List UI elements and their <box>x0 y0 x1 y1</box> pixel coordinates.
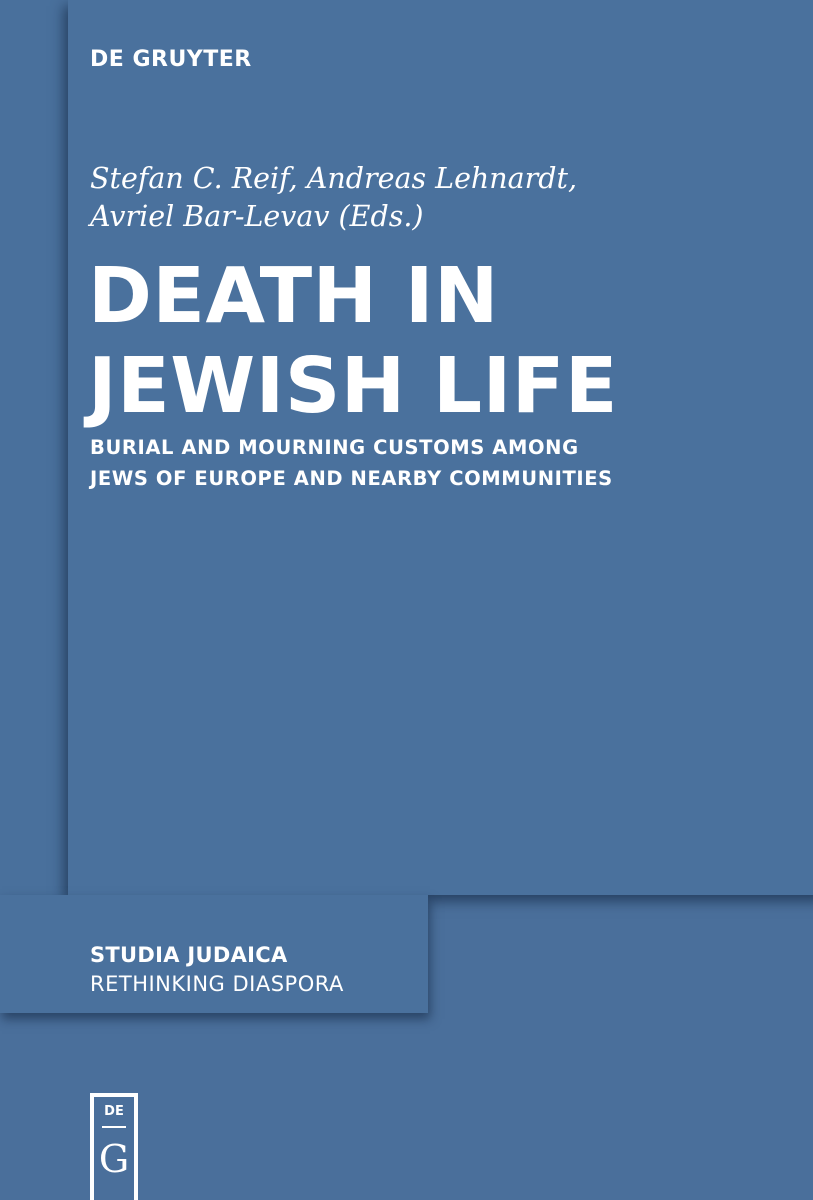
logo-g-letter: G <box>98 1137 130 1181</box>
publisher-name: DE GRUYTER <box>90 47 252 72</box>
book-title-line-1: DEATH IN <box>88 252 499 341</box>
book-title <box>88 252 618 432</box>
editors <box>90 160 577 236</box>
book-subtitle-line-1: BURIAL AND MOURNING CUSTOMS AMONG <box>90 436 579 459</box>
series-subseries: RETHINKING DIASPORA <box>90 972 344 996</box>
series-name: STUDIA JUDAICA <box>90 943 288 967</box>
book-title-line-2: JEWISH LIFE <box>88 342 618 431</box>
logo-divider <box>102 1126 126 1128</box>
book-subtitle-line-2: JEWS OF EUROPE AND NEARBY COMMUNITIES <box>90 467 613 490</box>
logo-inner <box>94 1097 134 1200</box>
editors-line-2: Avriel Bar-Levav (Eds.) <box>90 200 424 233</box>
editors-line-1: Stefan C. Reif, Andreas Lehnardt, <box>90 162 578 195</box>
book-subtitle <box>90 432 613 494</box>
cover-left-strip <box>0 0 68 895</box>
de-gruyter-logo-icon <box>90 1093 138 1200</box>
logo-de-text: DE <box>104 1104 124 1119</box>
